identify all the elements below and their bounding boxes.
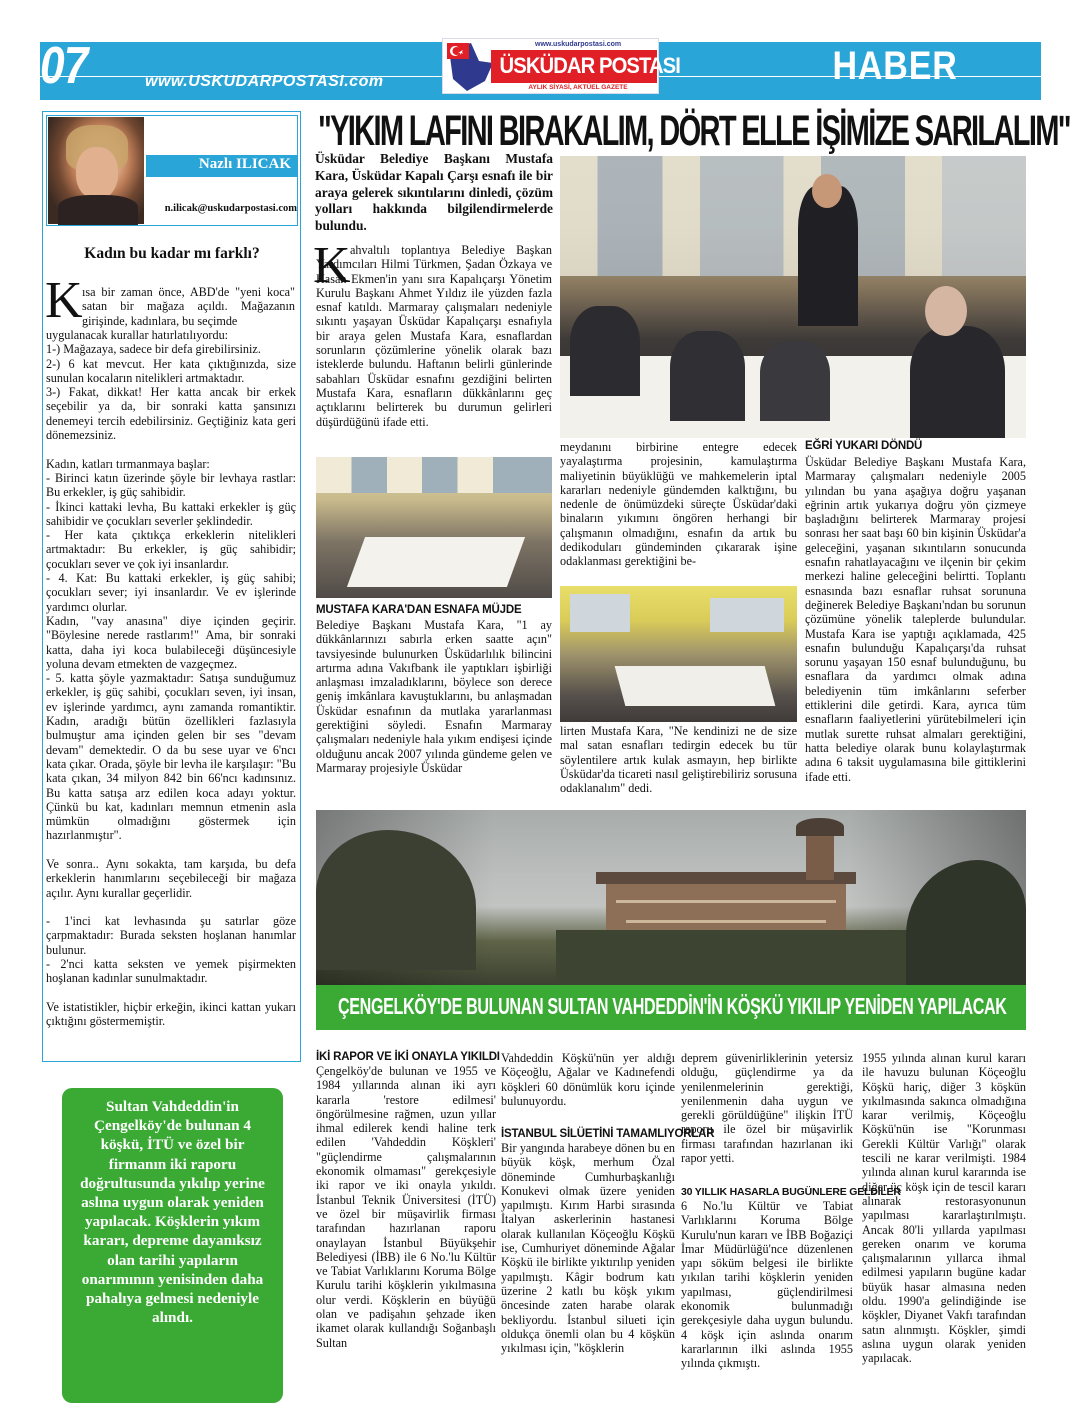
photo-meeting-speaker (560, 156, 1026, 438)
article1-headline: "YIKIM LAFINI BIRAKALIM, DÖRT ELLE İŞİMİZE SARILALIM" (318, 107, 1070, 155)
article2-col1: Çengelköy'de bulunan ve 1955 ve 1984 yıllarında alınan iki ayrı kararla 'restore edilmesi' öngörülmesine rağmen, uzun yıllar ihmal edilerek kendi haline terk edilen 'Vahdeddin Köşkleri' "güçlendirme çalışmalarının ekonomik olmaması" gerekçesiyle iki rapor ve iki onayla yıkıldı. İstanbul Teknik Üniversitesi (İTÜ) ve özel bir müşavirlik firması tarafından hazırlanan raporu onaylayan İstanbul Büyükşehir Belediyesi (İBB) ile 6 No.'lu Kültür ve Tabiat Varlıklarını Koruma Bölge Kurulu tarihi köşklerin yıkılmasına olur verdi. Köşklerin en büyüğü olan ve padişahın şehzade iken ikamet olarak kullandığı Soğanbaşlı Sultan (316, 1064, 496, 1350)
article1-drop-cap: K (313, 237, 351, 294)
article1-sub1: MUSTAFA KARA'DAN ESNAFA MÜJDE (316, 604, 522, 616)
article2-col4: 1955 yılında alınan kurul kararı ile havuzu bulunan Köçeoğlu Köşkü hariç, diğer 3 köşkün yıkılmasında sakınca olmadığına karar verilmiş, Köçeoğlu Köşkü'nün ise "Korunması Gerekli Kültür Varlığı" olarak tescili ne karar verilmişti. 1984 yılında alınan kurul kararında ise diğer üç köşk için de tescil kararı alınarak restorasyonunun yapılması kararlaştırılmıştı. Ancak 80'li yıllarda yapılması gereken onarım ve koruma çalışmalarının yıllarca ihmal edilmesi yapıların bugüne kadar büyük hasar almasına neden oldu. 1990'a gelindiğinde ise köşkler, Diyanet Vakfı tarafından satın alınmıştı. Köşkler, şimdi aslına uygun olarak yeniden yapılacak. (862, 1051, 1026, 1366)
masthead-logo[interactable] (442, 38, 680, 94)
logo-title: ÜSKÜDAR POSTASI (499, 53, 680, 78)
logo-tagline: AYLIK SİYASİ, AKTÜEL GAZETE (528, 84, 628, 91)
header-white-left (40, 97, 1041, 100)
summary-text: Sultan Vahdeddin'in Çengelköy'de bulunan 4 köşkü, İTÜ ve özel bir firmanın iki raporu doğrultusunda yıkılıp yerine aslına uygun olarak yeniden yapılacak. Köşklerin yıkım kararı, depreme dayanıksız olan tarihi yapıların onarımının yenisinden daha pahalıya gelmesi nedeniyle alındı. (80, 1098, 265, 1327)
section-label: HABER (832, 44, 958, 88)
article2-sub1: İKİ RAPOR VE İKİ ONAYLA YIKILDI (316, 1051, 500, 1063)
article1-lead: Üsküdar Belediye Başkanı Mustafa Kara, Üsküdar Kapalı Çarşı esnafı ile bir araya gelerek sıkıntılarını dinledi, çözüm yolları hakkında bilgilendirmelerde bulundu. (315, 151, 553, 234)
article2-col3a: deprem güvenirliklerinin yetersiz olduğu, güçlendirme ya da yenilenmelerinin gerektiği, yenilenmenin daha uygun ve gerekli görüldüğüne" ilişkin İTÜ raporu ile özel bir müşavirlik firması tarafından hazırlanan iki rapor yetti. (681, 1051, 853, 1166)
article1-col2b: lirten Mustafa Kara, "Ne kendinizi ne de size mal satan esnafları tedirgin edecek bu tür söylentilere artık kulak asmayın, hep birlikte Üsküdar'da ticareti nasıl geliştirebiliriz sorusuna odaklanalım" dedi. (560, 724, 797, 796)
article1-col1: ahvaltılı toplantıya Belediye Başkan Yardımcıları Hilmi Türkmen, Şadan Özkaya ve Hasan Ekmen'in yanı sıra Kapalıçarşı Yönetim Kurulu Başkanı Ahmet Yıldız ile yüzden fazla esnaf katıldı. Marmaray çalışmaları nedeniyle sıkıntı yaşayan Üsküdar Kapalıçarşı esnafıyla bir araya gelen Mustafa Kara, esnaflardan sorunların çözümlerine yönelik olarak bazı isteklerde bulundu. Haftanın belirli günlerinde sabahları Üsküdar esnafını gezdiğini belirten Mustafa Kara, esnafların dükkânlarını geç açtıklarını belirterek bu durumun gelirleri düşürdüğünü ifade etti. (316, 243, 552, 429)
article2-sub3: 30 YILLIK HASARLA BUGÜNLERE GELDİLER (681, 1186, 901, 1198)
author-email[interactable]: n.ilicak@uskudarpostasi.com (164, 203, 297, 214)
article2-col3b: 6 No.'lu Kültür ve Tabiat Varlıklarını Koruma Bölge Kurulu'nun kararı ve İBB Boğaziçi İmar Müdürlüğü'nce düzenlenen yapı söküm belgesi ile birlikte yıkılan tarihi köşklerin yeniden yapılması, güçlendirilmesi ekonomik bulunmadığı gerekçesiyle daha uygun bulundu. 4 köşk için aslında onarım kararlarının ilki aslında 1955 yılında çıkmıştı. (681, 1199, 853, 1371)
page-number: 07 (40, 37, 88, 95)
article1-sub2: EĞRİ YUKARI DÖNDÜ (805, 440, 923, 452)
article2-col2a: Vahdeddin Köşkü'nün yer aldığı Köçeoğlu, Ağalar ve Kadınefendi köşkleri 60 dönümlük koru içinde bulunuyordu. (501, 1051, 675, 1108)
photo-vahdeddin-kosku (316, 810, 1026, 985)
column-intro: ısa bir zaman önce, ABD'de "yeni koca" satan bir mağaza açıldı. Mağazanın girişinde, kadınlara, bu seçimde (82, 285, 295, 328)
article1-col2: meydanını birbirine entegre edecek yayalaştırma projesinin, kamulaştırma maliyetinin büyüklüğü ve mahkemelerin iptal kararları nedeniyle gündemden kalktığını, bu nedenle de önümüzdeki süreçte Üsküdar'daki binaların yıkımını öngören herhangi bir çalışmanın olmadığını, esnafın da artık bu dedikoduları gündeminden çıkararak işine odaklanması gerektiğini be- (560, 440, 797, 569)
article2-col2b: Bir yangında harabeye dönen bu en büyük köşk, merhum Özal döneminde Cumhurbaşkanlığı Konukevi olmak üzere yeniden yapılmıştı. Kırım Harbi sırasında İtalyan askerlerinin hastanesi olarak kullanılan Köçeoğlu Köşkü ise, Cumhuriyet döneminde Ağalar Köşkü ile birlikte yıktırılıp yeniden yapılmıştı. Kâgir bodrum katı üzerine 2 katlı bu köşk yıkım öncesinde zaten harabe olarak bekliyordu. İstanbul silueti için oldukça önemli olan bu 4 köşkün yıkılması için, "köşklerin (501, 1141, 675, 1356)
article2-banner-text: ÇENGELKÖY'DE BULUNAN SULTAN VAHDEDDİN'İN KÖŞKÜ YIKILIP YENİDEN YAPILACAK (338, 993, 1007, 1019)
photo-breakfast-hall (316, 457, 552, 598)
column-drop-cap: K (45, 272, 83, 329)
website-link[interactable]: www.USKUDARPOSTASI.com (145, 73, 384, 90)
logo-url: www.uskudarpostasi.com (535, 41, 622, 48)
photo-esnaf-tables (560, 586, 797, 722)
article1-col3: Üsküdar Belediye Başkanı Mustafa Kara, Marmaray çalışmaları nedeniyle 2005 yılından bu yana aşağıya doğru yaşanan eğrinin artık yukarıya doğru yön çizmeye başladığını belirterek Marmaray projesi sonrası her saat başı 60 bin kişinin Üsküdar'a geleceğini, yaşanan sıkıntıların sonucunda esnafın rahatlayacağını ve ilçenin bir çekim merkezi haline geleceğini belirtti. Toplantı esnasında bazı esnaflar ruhsat sorununa değinerek Belediye Başkanı'ndan bu sorunun çözümüne yönelik taleplerde bulundular. Mustafa Kara ise yaptığı açıklamada, 425 esnafın bulunduğu Kapalıçarşı'da ruhsat sorunu yaşayan 150 esnaf bulunduğunu, bu esnaflara da yardımcı olmak adına belediyenin tüm imkânlarını seferber ettiklerini dile getirdi. Kara, ayrıca tüm esnafların faaliyetlerini yürütebilmeleri için mutlak surette ruhsat almaları gerektiğini, hatta belediye olarak bunu kolaylaştırmak adına 6 taksit uygulamasına bile gittiklerini ifade etti. (805, 455, 1026, 784)
column-title: Kadın bu kadar mı farklı? (84, 245, 260, 262)
column-body: uygulanacak kurallar hatırlatılıyordu: 1-) Mağazaya, sadece bir defa girebilirsiniz. 2-) 6 kat mevcut. Her kata çıktığınızda, size sunulan kocaların nitelikleri artmaktadır. 3-) Fakat, dikkat! Her katta ancak bir erkek seçebilir ya da, bir sonraki katta şansınızı denemeyi tercih edebilirsiniz. Geçtiğiniz kata geri dönemezsiniz. Kadın, katları tırmanmaya başlar: - Birinci katın üzerinde şöyle bir levhaya rastlar: Bu erkekler, iş güç sahibidir. - İkinci kattaki levha, Bu kattaki erkekler iş güç sahibidir ve çocukları severler şeklindedir. - Her kata çıktıkça erkeklerin nitelikleri artmaktadır: Bu erkekler, iş güç sahibidir; çocukları sever ve çok iyi insanlardır. - 4. Kat: Bu kattaki erkekler, iş güç sahibi; çocukları sever; iyi insanlardır. Ve ev işlerinde yardımcı olurlar. Kadın, "vay anasına" diye içinden geçirir. "Böylesine nerede rastlarım!" Ama, bir sonraki katta, daha iyi koca bulabileceği düşüncesiyle yoluna devam etmekten de vazgeçmez. - 5. katta şöyle yazmaktadır: Satışa sunduğumuz erkekler, iş güç sahibi, çocukları seven, iyi insan, ev işlerinde yardımcı, aynı zamanda romantiktir. Kadın, aradığı bütün özellikleri fazlasıyla bulmuştur ama içinden gelen bir ses "devam devam" demektedir. O da bu sese uyar ve 6'ncı kata çıkar. Orada, şöyle bir levha ile karşılaşır: "Bu kata çıkan, 34 milyon 842 bin 66'ncı kadınsınız. Bu katta satışa arz edilen koca adayı yoktur. Çünkü bu kat, kadınları memnun etmenin asla mümkün olmadığını göstermek için hazırlanmıştır". Ve sonra.. Aynı sokakta, tam karşıda, bu defa erkeklerin hanımlarını seçebileceği bir mağaza açılır. Aynı kurallar geçerlidir. - 1'inci kat levhasında şu satırlar göze çarpmaktadır: Burada seksten hoşlanan hanımlar bulunur. - 2'nci katta seksten ve yemek pişirmekten hoşlanan kadınlar sunulmaktadır. Ve istatistikler, hiçbir erkeğin, ikinci kattan yukarı çıktığını göstermemiştir. (46, 328, 296, 1029)
author-name: Nazlı ILICAK (198, 156, 291, 172)
logo-flag-icon (445, 41, 497, 93)
article2-sub2: İSTANBUL SİLÜETİNİ TAMAMLIYORLAR (501, 1128, 715, 1140)
author-photo (48, 117, 144, 224)
article1-col1b: Belediye Başkanı Mustafa Kara, "1 ay dükkânlarınızı sabırla erken saatte açın" tavsiyesinde bulunurken Üsküdarlılık bilincini artırma adına Vakıfbank ile yaptıkları işbirliği anlaşması imzaladıklarını, böylece son derece geniş imkânlara kavuştuklarını, bu anlaşmadan Üsküdar esnafının da mutlaka yararlanması gerektiğini söyledi. Esnafın Marmaray çalışmaları nedeniyle hala yıkım endişesi içinde olduğunu ancak 2007 yılında gündeme gelen ve Marmaray projesiyle Üsküdar (316, 618, 552, 775)
